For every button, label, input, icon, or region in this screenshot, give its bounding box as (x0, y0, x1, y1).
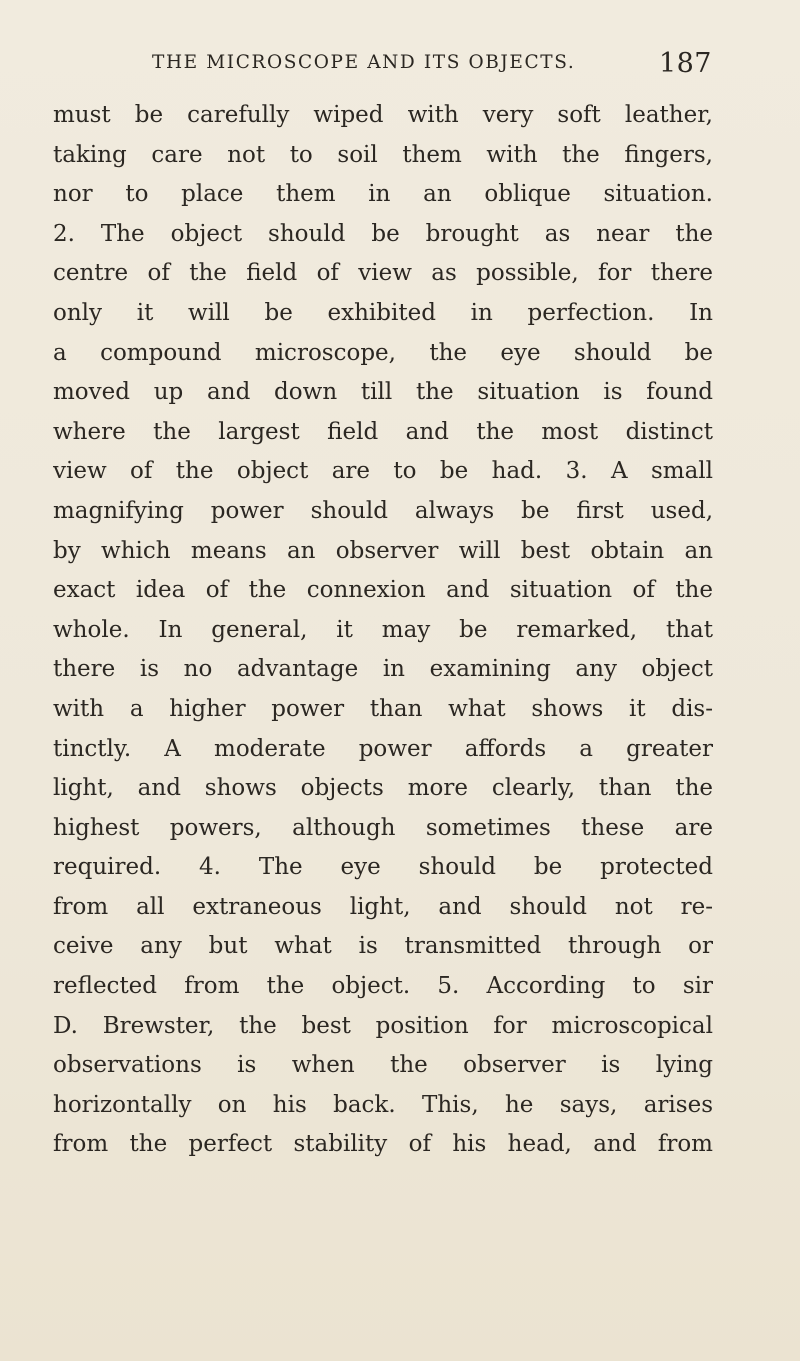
text-line: horizontally on his back. This, he says, arises (53, 1091, 713, 1118)
text-line: taking care not to soil them with the fingers, (53, 141, 713, 168)
text-line: magnifying power should always be first used, (53, 497, 713, 524)
text-line: exact idea of the connexion and situation of the (53, 577, 713, 604)
text-line: required. 4. The eye should be protected (53, 854, 713, 881)
body-text (53, 96, 713, 1165)
text-line: by which means an observer will best obtain an (53, 537, 713, 564)
text-line: from all extraneous light, and should not re- (53, 893, 713, 920)
text-line: must be carefully wiped with very soft leather, (53, 102, 713, 128)
text-line: where the largest field and the most distinct (53, 418, 713, 445)
text-line: D. Brewster, the best position for microscopical (53, 1012, 713, 1039)
text-line: with a higher power than what shows it dis- (53, 695, 713, 722)
text-line: reflected from the object. 5. According to sir (53, 973, 713, 1000)
text-line: tinctly. A moderate power affords a greater (53, 735, 713, 762)
text-line: observations is when the observer is lying (53, 1052, 713, 1079)
text-line: from the perfect stability of his head, and from (53, 1131, 713, 1158)
page-number: 187 (658, 48, 712, 79)
text-line: whole. In general, it may be remarked, that (53, 616, 713, 643)
text-line: centre of the field of view as possible, for there (53, 260, 713, 287)
running-title: THE MICROSCOPE AND ITS OBJECTS. (152, 52, 576, 73)
text-line: only it will be exhibited in perfection. In (53, 299, 713, 326)
text-line: ceive any but what is transmitted through or (53, 933, 713, 960)
text-line: nor to place them in an oblique situation. (53, 181, 713, 208)
text-line: view of the object are to be had. 3. A small (53, 458, 713, 485)
text-line: light, and shows objects more clearly, than the (53, 775, 713, 802)
text-line: highest powers, although sometimes these are (53, 814, 713, 841)
text-line: moved up and down till the situation is found (53, 379, 713, 406)
text-line: 2. The object should be brought as near the (53, 220, 713, 247)
page-header (152, 48, 718, 88)
text-line: there is no advantage in examining any object (53, 656, 713, 683)
text-line: a compound microscope, the eye should be (53, 339, 713, 366)
